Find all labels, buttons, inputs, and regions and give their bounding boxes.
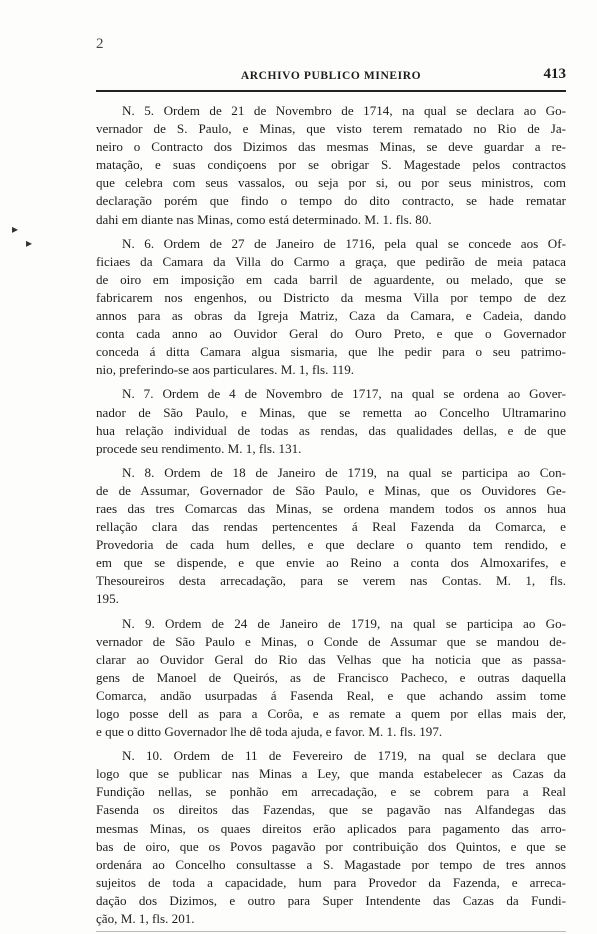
entry-line: fabricarem nos engenhos, ou Districto da mesma Villa por tempo de dez <box>96 289 566 305</box>
entry-line: raes das tres Comarcas das Minas, se ordena mandem todos os annos hua <box>96 500 566 516</box>
entry-line: conta cada anno ao Ouvidor Geral do Ouro Preto, e que o Governador <box>96 326 566 342</box>
entry-line: Comarca, andão usurpadas á Fasenda Real, e que achando assim tome <box>96 687 566 703</box>
entry-line: de oiro em imposição em cada barril de aguardente, ou melado, que se <box>96 271 566 287</box>
entry-line: N. 5. Ordem de 21 de Novembro de 1714, na qual se declara ao Go- <box>122 103 566 118</box>
entry-line: declaração porém que findo o tempo do dito contracto, se hade rematar <box>96 193 566 209</box>
entry-line: bas de oiro, que os Povos pagavão por contribuição dos Quintos, e que se <box>96 838 566 854</box>
entry-line: que celebra com seus vassalos, ou seja por si, ou por seus ministros, com <box>96 175 566 191</box>
entry-line: hua relação individual de todas as rendas, das qualidades dellas, e de que <box>96 422 566 438</box>
entry-line: sujeitos de toda a capacidade, hum para Provedor da Fazenda, e arreca- <box>96 874 566 890</box>
entry-line: N. 7. Ordem de 4 de Novembro de 1717, na qual se ordena ao Gover- <box>122 386 566 402</box>
entry-line: Fasenda os direitos das Fazendas, que se pagavão nas Alfandegas das <box>96 802 566 818</box>
body-text <box>96 102 566 934</box>
entry-line: annos para as obras da Igreja Matriz, Caza da Camara, e Cadeia, dando <box>96 308 566 324</box>
margin-mark: ▸ <box>12 222 19 236</box>
entry-line: ordenára ao Concelho consultasse a S. Magastade por tempo de tres annos <box>96 856 566 872</box>
entry-line: logo que se publicar nas Minas a Ley, que manda estabelecer as Cazas da <box>96 766 566 782</box>
margin-mark: ▸ <box>26 236 33 250</box>
entry-line: conceda á ditta Camara algua sismaria, que lhe pedir para o seu patrimo- <box>96 344 566 360</box>
entry-line: nador de São Paulo, e Minas, que se remetta ao Concelho Ultramarino <box>96 404 566 420</box>
page-edge <box>96 931 566 932</box>
entry-line: 195. <box>96 591 119 607</box>
entry-line: logo posse dell as para a Corôa, e as remate a quem por ellas mais der, <box>96 706 566 721</box>
entry-line: vernador de S. Paulo, e Minas, que visto terem rematado no Rio de Ja- <box>96 121 566 137</box>
entry-line: N. 8. Ordem de 18 de Janeiro de 1719, na qual se participa ao Con- <box>122 464 566 480</box>
entry-line: e que o ditto Governador lhe dê toda ajuda, e favor. M. 1. fls. 197. <box>96 724 443 740</box>
order-entry <box>96 385 566 457</box>
entry-line: ficiaes da Camara da Villa do Carmo a graça, que pedirão de meia pataca <box>96 253 566 269</box>
entry-line: Provedoria de cada hum delles, e que declare o quanto tem rendido, e <box>96 537 566 553</box>
page-number: 413 <box>543 66 566 82</box>
running-header <box>96 66 566 86</box>
entry-line: clarar ao Ouvidor Geral do Rio das Velhas que ha noticia que as passa- <box>96 651 566 667</box>
entry-line: procede seu rendimento. M. 1, fls. 131. <box>96 440 302 456</box>
entry-line: N. 6. Ordem de 27 de Janeiro de 1716, pela qual se concede aos Of- <box>122 235 566 251</box>
entry-line: mesmas Minas, os quaes direitos erão aplicados para pagamento das arro- <box>96 820 566 836</box>
entry-line: Fundição nellas, se ponhão em arrecadação, e se cobrem para a Real <box>96 784 566 800</box>
entry-line: Thesoureiros desta arrecadação, para se verem nas Contas. M. 1, fls. <box>96 573 566 589</box>
entry-line: matação, e suas condiçoens por se obrigar S. Magestade pelos contractos <box>96 157 566 173</box>
entry-line: nio, preferindo-se aos particulares. M. 1, fls. 119. <box>96 362 355 378</box>
header-rule <box>96 90 566 92</box>
order-entry <box>96 615 566 742</box>
order-entry <box>96 235 566 380</box>
entry-line: rellação clara das rendas pertencentes á Real Fazenda da Comarca, e <box>96 519 566 535</box>
order-entry <box>96 747 566 928</box>
entry-line: ção, M. 1, fls. 201. <box>96 911 195 927</box>
header-title: ARCHIVO PUBLICO MINEIRO <box>240 70 422 82</box>
entry-line: vernador de São Paulo e Minas, o Conde de Assumar que se mandou de- <box>96 633 566 649</box>
order-entry <box>96 102 566 229</box>
entry-line: neiro o Contracto dos Dizimos das mesmas Minas, se deve guardar a re- <box>96 139 566 155</box>
entry-line: dahi em diante nas Minas, como está determinado. M. 1. fls. 80. <box>96 211 432 227</box>
entry-line: em que se dispende, e que envie ao Reino a conta dos Almoxarifes, e <box>96 555 566 571</box>
entry-line: de de Assumar, Governador de São Paulo, e Minas, que os Ouvidores Ge- <box>96 482 566 498</box>
entry-line: N. 10. Ordem de 11 de Fevereiro de 1719, na qual se declara que <box>122 748 566 764</box>
corner-mark: 2 <box>96 36 104 52</box>
entry-line: N. 9. Ordem de 24 de Janeiro de 1719, na qual se participa ao Go- <box>122 615 566 631</box>
entry-line: gens de Manoel de Queirós, as de Francisco Pacheco, e outras daquella <box>96 669 566 685</box>
order-entry <box>96 464 566 609</box>
entry-line: dação dos Dizimos, e outro para Super Intendente das Cazas da Fundi- <box>96 892 566 908</box>
